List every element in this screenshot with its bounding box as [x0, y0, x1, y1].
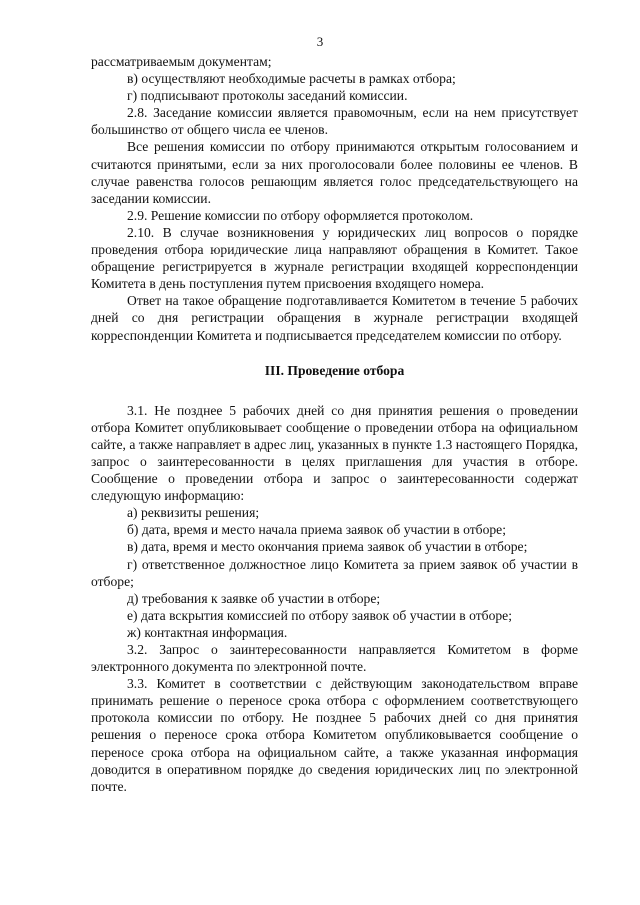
section-heading: III. Проведение отбора: [264, 362, 405, 378]
list-item-g: г) подписывают протоколы заседаний комиссии.: [127, 88, 408, 104]
list-item-a: а) реквизиты решения;: [127, 505, 260, 521]
clause-3-1: 3.1. Не позднее 5 рабочих дней со дня принятия решения о проведении отбора Комитет опубликовывает сообщение о проведении отбора на официальном сайте, а также направляет в адрес лиц, указанных в пункте 1.3 настоящего Порядка, запрос о заинтересованности в целях приглашения для участия в отборе. Сообщение о проведении отбора и запрос о заинтересованности содержат следующую информацию:: [91, 402, 578, 504]
clause-2-9: 2.9. Решение комиссии по отбору оформляется протоколом.: [127, 207, 474, 223]
list-item-v: в) осуществляют необходимые расчеты в рамках отбора;: [127, 71, 456, 87]
list-item-e: е) дата вскрытия комиссией по отбору заявок об участии в отборе;: [127, 607, 512, 623]
clause-2-10: 2.10. В случае возникновения у юридических лиц вопросов о порядке проведения отбора юридические лица направляют обращения в Комитет. Такое обращение регистрируется в журнале регистрации входящей корреспонденции Комитета в день поступления путем присвоения входящего номера.: [91, 224, 578, 292]
clause-2-8: 2.8. Заседание комиссии является правомочным, если на нем присутствует большинство от общего числа ее членов.: [91, 105, 578, 138]
list-item-d: д) требования к заявке об участии в отборе;: [127, 590, 381, 606]
clause-3-3: 3.3. Комитет в соответствии с действующим законодательством вправе принимать решение о переносе срока отбора с оформлением соответствующего протокола комиссии по отбору. Не позднее 5 рабочих дней со дня принятия решения о переносе срока отбора Комитетом опубликовывается сообщение о переносе срока отбора на официальном сайте, а также указанная информация доводится в оперативном порядке до сведения юридических лиц по электронной почте.: [91, 676, 578, 794]
paragraph-response: Ответ на такое обращение подготавливается Комитетом в течение 5 рабочих дней со дня регистрации обращения в журнале регистрации входящей корреспонденции Комитета и подписывается председателем комиссии по отбору.: [91, 293, 578, 343]
list-item-v: в) дата, время и место окончания приема заявок об участии в отборе;: [127, 539, 528, 555]
page-number: 3: [316, 34, 324, 49]
paragraph-voting: Все решения комиссии по отбору принимаются открытым голосованием и считаются принятыми, если за них проголосовали более половины ее членов. В случае равенства голосов решающим является голос председательствующего на заседании комиссии.: [91, 139, 578, 206]
list-item-zh: ж) контактная информация.: [127, 624, 288, 640]
clause-3-2: 3.2. Запрос о заинтересованности направляется Комитетом в форме электронного документа по электронной почте.: [91, 642, 578, 675]
list-item-b: б) дата, время и место начала приема заявок об участии в отборе;: [127, 522, 506, 538]
paragraph-continuation: рассматриваемым документам;: [91, 54, 272, 69]
document-body: [91, 53, 578, 795]
list-item-g: г) ответственное должностное лицо Комитета за прием заявок об участии в отборе;: [91, 556, 578, 589]
